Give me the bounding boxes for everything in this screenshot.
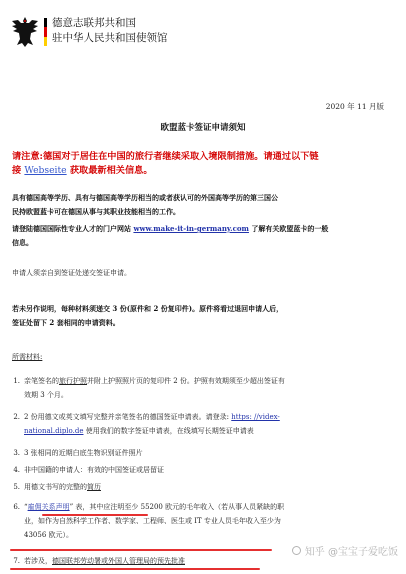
intro-paragraph-1: 具有德国高等学历、具有与德国高等学历相当的或者获认可的外国高等学历的第三国公 民持欧盟蓝卡可在德国从事与其职业技能相当的工作。 — [12, 193, 278, 216]
notice-line-2: 接 Webseite 获取最新相关信息。 — [12, 165, 153, 176]
zhihu-logo-icon — [292, 546, 301, 555]
list-item: 3. 3 张相同的近期白底生物识别证件照片 — [13, 449, 143, 457]
red-annotation-underline — [10, 568, 260, 570]
red-annotation-underline — [10, 549, 272, 551]
list-item: 2. 2 份用德文或英文填写完整并亲笔签名的德国签证申请表。请登录: https: //videx- national.diplo.de 使用我们的数字签证申请表，在线填写长期签证申请表 — [13, 413, 280, 435]
videx-link[interactable]: https: //videx- — [231, 413, 280, 421]
intro-paragraph-2: 请登陆德国国际性专业人才的门户网站 www.make-it-in-germany.com 了解有关欧盟蓝卡的一般 信息。 — [12, 224, 329, 247]
german-eagle-emblem-icon — [10, 15, 40, 49]
list-item: 1. 亲笔签名的旅行护照并附上护照照片页的复印件 2 份。护照有效期须至少超出签证有 效期 3 个月。 — [13, 377, 285, 399]
list-item: 7. 若涉及，德国联邦劳动署或外国人管理局的预先批准 — [13, 557, 185, 565]
apply-in-person-text: 申请人须亲自到签证处递交签证申请。 — [12, 269, 131, 277]
notice-line-1: 请注意:德国对于居住在中国的旅行者继续采取入境限制措施。请通过以下链 — [12, 151, 319, 162]
german-flag-stripe — [44, 18, 47, 46]
document-date: 2020 年 11 月版 — [325, 102, 384, 111]
copies-paragraph: 若未另作说明，每种材料须递交 3 份(原件和 2 份复印件)。原件将看过退回申请人后， 签证处留下 2 套相同的申请资料。 — [12, 304, 284, 327]
employment-declaration-link[interactable]: 雇佣关系声明 — [27, 503, 70, 511]
header-line-1: 德意志联邦共和国 — [52, 17, 136, 29]
webseite-link[interactable]: Webseite — [24, 165, 67, 176]
list-item: 6. “雇佣关系声明” 表，其中应注明至少 55200 欧元的毛年收入（若从事人员紧缺的职 业，如作为自然科学工作者、数学家、工程师、医生或 IT 专业人员毛年收入至少为 43056 欧元）。 — [13, 503, 285, 539]
materials-heading: 所需材料: — [12, 353, 43, 361]
list-item: 4. 非中国籍的申请人：有效的中国签证或居留证 — [13, 466, 164, 474]
zhihu-watermark: 知乎 @宝宝子爱吃饭 — [292, 543, 398, 558]
videx-link-continued[interactable]: national.diplo.de — [24, 427, 84, 435]
document-title: 欧盟蓝卡签证申请须知 — [160, 123, 246, 133]
list-item: 5. 用德文书写的完整的简历 — [13, 483, 101, 491]
red-annotation-underline — [42, 514, 148, 516]
make-it-in-germany-link[interactable]: www.make-it-in-germany.com — [133, 224, 249, 233]
header-line-2: 驻中华人民共和国使领馆 — [52, 32, 168, 44]
embassy-header — [52, 16, 168, 46]
covid-notice — [12, 150, 400, 178]
